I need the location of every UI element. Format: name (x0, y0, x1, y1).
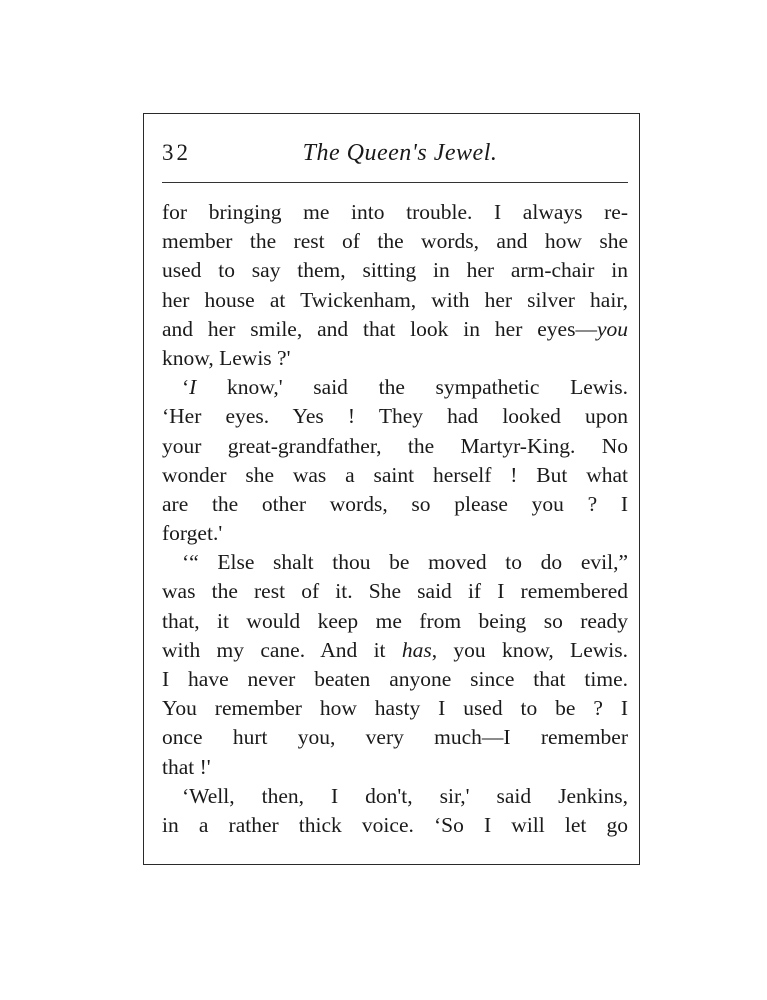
text-line (162, 315, 628, 344)
text-line: ‘“ Else shalt thou be moved to do evil,” (182, 550, 628, 575)
text-line: her house at Twickenham, with her silver hair, (162, 287, 628, 312)
text-line: ‘Her eyes. Yes ! They had looked upon (162, 404, 628, 429)
italic-word: you (596, 316, 628, 341)
page-number: 32 (162, 140, 191, 165)
text-line: member the rest of the words, and how she (162, 229, 628, 254)
body-text (162, 198, 628, 840)
text-line: once hurt you, very much—I remember (162, 725, 628, 750)
italic-word: has (401, 637, 432, 662)
text-line: are the other words, so please you ? I (162, 491, 628, 516)
text-line: know, Lewis ?' (162, 345, 291, 370)
text-line: ‘Well, then, I don't, sir,' said Jenkins, (182, 783, 628, 808)
text-line: I have never beaten anyone since that time. (162, 667, 628, 691)
text-line: You remember how hasty I used to be ? I (162, 696, 628, 721)
text-segment: and her smile, and that look in her eyes— (162, 316, 597, 341)
text-segment: ‘ (182, 375, 190, 400)
running-header (162, 140, 628, 180)
text-line (162, 636, 628, 665)
italic-word: I (189, 375, 197, 400)
text-line: your great-grandfather, the Martyr-King. No (162, 433, 628, 458)
text-segment: with my cane. And it (162, 637, 402, 662)
running-title: The Queen's Jewel. (302, 140, 498, 166)
text-line: in a rather thick voice. ‘So I will let go (162, 812, 628, 837)
text-line: that !' (162, 754, 211, 779)
text-line: forget.' (162, 521, 223, 546)
text-line: wonder she was a saint herself ! But what (162, 462, 628, 487)
header-rule (162, 182, 628, 183)
text-line: used to say them, sitting in her arm-chair in (162, 258, 628, 283)
text-line: that, it would keep me from being so ready (162, 608, 628, 633)
text-segment: know,' said the sympathetic Lewis. (196, 375, 628, 400)
text-line: was the rest of it. She said if I remembered (162, 579, 628, 604)
text-line: for bringing me into trouble. I always re- (162, 200, 628, 224)
text-line (162, 373, 628, 402)
text-segment: , you know, Lewis. (431, 637, 628, 662)
